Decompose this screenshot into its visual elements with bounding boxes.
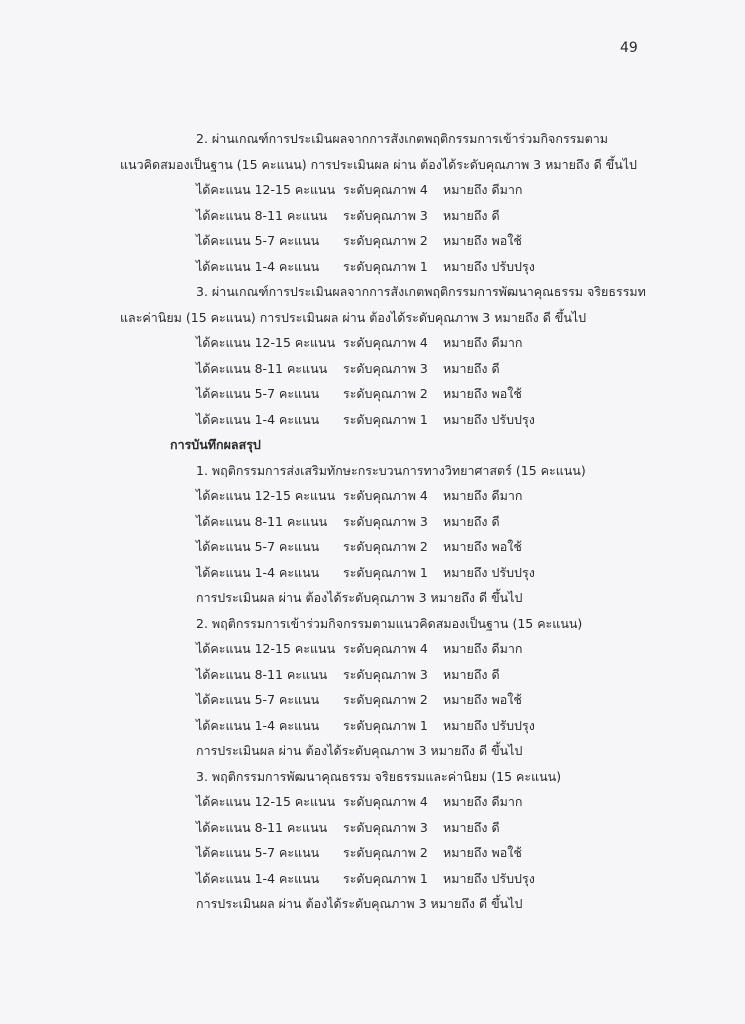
score-level: ระดับคุณภาพ 2 bbox=[343, 692, 428, 707]
score-range: ได้คะแนน 8-11 คะแนน bbox=[196, 207, 328, 223]
score-row bbox=[0, 203, 745, 229]
score-row bbox=[0, 356, 745, 382]
pass-criteria: การประเมินผล ผ่าน ต้องได้ระดับคุณภาพ 3 หมายถึง ดี ขึ้นไป bbox=[196, 896, 523, 911]
score-row bbox=[0, 483, 745, 509]
score-row bbox=[0, 330, 745, 356]
score-meaning: หมายถึง ปรับปรุง bbox=[443, 411, 535, 427]
score-range: ได้คะแนน 8-11 คะแนน bbox=[196, 819, 328, 835]
score-meaning: หมายถึง พอใช้ bbox=[443, 539, 522, 554]
summary-item-title: 3. พฤติกรรมการพัฒนาคุณธรรม จริยธรรมและค่านิยม (15 คะแนน) bbox=[196, 768, 562, 784]
score-level: ระดับคุณภาพ 1 bbox=[343, 717, 428, 733]
pass-criteria: การประเมินผล ผ่าน ต้องได้ระดับคุณภาพ 3 หมายถึง ดี ขึ้นไป bbox=[196, 590, 523, 605]
score-meaning: หมายถึง ดีมาก bbox=[443, 488, 523, 503]
score-meaning: หมายถึง ดีมาก bbox=[443, 335, 523, 350]
score-level: ระดับคุณภาพ 4 bbox=[343, 794, 428, 809]
score-meaning: หมายถึง พอใช้ bbox=[443, 386, 522, 401]
score-level: ระดับคุณภาพ 3 bbox=[343, 666, 428, 682]
score-meaning: หมายถึง ดี bbox=[443, 207, 500, 223]
score-level: ระดับคุณภาพ 4 bbox=[343, 182, 428, 197]
score-row bbox=[0, 840, 745, 866]
score-level: ระดับคุณภาพ 1 bbox=[343, 258, 428, 274]
score-range: ได้คะแนน 5-7 คะแนน bbox=[196, 845, 320, 860]
section3-line1: 3. ผ่านเกณฑ์การประเมินผลจากการสังเกตพฤติกรรมการพัฒนาคุณธรรม จริยธรรมท bbox=[196, 284, 646, 299]
score-row bbox=[0, 560, 745, 586]
score-row bbox=[0, 407, 745, 433]
score-meaning: หมายถึง ดี bbox=[443, 360, 500, 376]
score-level: ระดับคุณภาพ 2 bbox=[343, 233, 428, 248]
score-row bbox=[0, 687, 745, 713]
score-range: ได้คะแนน 12-15 คะแนน bbox=[196, 182, 336, 197]
score-row bbox=[0, 228, 745, 254]
score-meaning: หมายถึง ดีมาก bbox=[443, 794, 523, 809]
score-row bbox=[0, 713, 745, 739]
section2-line1: 2. ผ่านเกณฑ์การประเมินผลจากการสังเกตพฤติกรรมการเข้าร่วมกิจกรรมตาม bbox=[196, 131, 608, 146]
summary-item-title: 2. พฤติกรรมการเข้าร่วมกิจกรรมตามแนวคิดสมองเป็นฐาน (15 คะแนน) bbox=[196, 615, 583, 631]
score-range: ได้คะแนน 12-15 คะแนน bbox=[196, 488, 336, 503]
score-meaning: หมายถึง พอใช้ bbox=[443, 845, 522, 860]
score-meaning: หมายถึง พอใช้ bbox=[443, 692, 522, 707]
score-range: ได้คะแนน 5-7 คะแนน bbox=[196, 386, 320, 401]
score-range: ได้คะแนน 1-4 คะแนน bbox=[196, 564, 320, 580]
document-body bbox=[0, 126, 745, 917]
score-row bbox=[0, 789, 745, 815]
page-number: 49 bbox=[620, 40, 638, 56]
score-level: ระดับคุณภาพ 3 bbox=[343, 360, 428, 376]
score-range: ได้คะแนน 8-11 คะแนน bbox=[196, 513, 328, 529]
score-level: ระดับคุณภาพ 3 bbox=[343, 207, 428, 223]
score-level: ระดับคุณภาพ 1 bbox=[343, 564, 428, 580]
score-range: ได้คะแนน 8-11 คะแนน bbox=[196, 666, 328, 682]
score-level: ระดับคุณภาพ 2 bbox=[343, 539, 428, 554]
score-level: ระดับคุณภาพ 1 bbox=[343, 870, 428, 886]
score-row bbox=[0, 534, 745, 560]
score-range: ได้คะแนน 1-4 คะแนน bbox=[196, 258, 320, 274]
score-meaning: หมายถึง ปรับปรุง bbox=[443, 717, 535, 733]
score-level: ระดับคุณภาพ 4 bbox=[343, 488, 428, 503]
score-row bbox=[0, 381, 745, 407]
score-level: ระดับคุณภาพ 4 bbox=[343, 641, 428, 656]
score-row bbox=[0, 662, 745, 688]
score-level: ระดับคุณภาพ 3 bbox=[343, 819, 428, 835]
summary-item-title: 1. พฤติกรรมการส่งเสริมทักษะกระบวนการทางวิทยาศาสตร์ (15 คะแนน) bbox=[196, 462, 586, 478]
score-level: ระดับคุณภาพ 1 bbox=[343, 411, 428, 427]
score-meaning: หมายถึง ปรับปรุง bbox=[443, 870, 535, 886]
score-range: ได้คะแนน 12-15 คะแนน bbox=[196, 335, 336, 350]
score-range: ได้คะแนน 1-4 คะแนน bbox=[196, 411, 320, 427]
score-level: ระดับคุณภาพ 2 bbox=[343, 386, 428, 401]
score-meaning: หมายถึง ดีมาก bbox=[443, 182, 523, 197]
score-range: ได้คะแนน 5-7 คะแนน bbox=[196, 539, 320, 554]
score-row bbox=[0, 254, 745, 280]
score-meaning: หมายถึง ดีมาก bbox=[443, 641, 523, 656]
pass-criteria: การประเมินผล ผ่าน ต้องได้ระดับคุณภาพ 3 หมายถึง ดี ขึ้นไป bbox=[196, 743, 523, 758]
score-meaning: หมายถึง พอใช้ bbox=[443, 233, 522, 248]
score-row bbox=[0, 636, 745, 662]
score-range: ได้คะแนน 8-11 คะแนน bbox=[196, 360, 328, 376]
score-row bbox=[0, 815, 745, 841]
score-meaning: หมายถึง ปรับปรุง bbox=[443, 564, 535, 580]
score-range: ได้คะแนน 5-7 คะแนน bbox=[196, 233, 320, 248]
summary-heading: การบันทึกผลสรุป bbox=[170, 437, 261, 452]
score-range: ได้คะแนน 1-4 คะแนน bbox=[196, 717, 320, 733]
score-meaning: หมายถึง ดี bbox=[443, 666, 500, 682]
score-range: ได้คะแนน 1-4 คะแนน bbox=[196, 870, 320, 886]
score-range: ได้คะแนน 12-15 คะแนน bbox=[196, 794, 336, 809]
score-range: ได้คะแนน 12-15 คะแนน bbox=[196, 641, 336, 656]
score-level: ระดับคุณภาพ 4 bbox=[343, 335, 428, 350]
score-meaning: หมายถึง ปรับปรุง bbox=[443, 258, 535, 274]
score-meaning: หมายถึง ดี bbox=[443, 819, 500, 835]
score-meaning: หมายถึง ดี bbox=[443, 513, 500, 529]
score-row bbox=[0, 177, 745, 203]
section3-line2: และค่านิยม (15 คะแนน) การประเมินผล ผ่าน ต้องได้ระดับคุณภาพ 3 หมายถึง ดี ขึ้นไป bbox=[120, 309, 587, 325]
score-level: ระดับคุณภาพ 3 bbox=[343, 513, 428, 529]
score-range: ได้คะแนน 5-7 คะแนน bbox=[196, 692, 320, 707]
score-row bbox=[0, 866, 745, 892]
section2-line2: แนวคิดสมองเป็นฐาน (15 คะแนน) การประเมินผล ผ่าน ต้องได้ระดับคุณภาพ 3 หมายถึง ดี ขึ้นไป bbox=[120, 156, 637, 172]
score-level: ระดับคุณภาพ 2 bbox=[343, 845, 428, 860]
score-row bbox=[0, 509, 745, 535]
